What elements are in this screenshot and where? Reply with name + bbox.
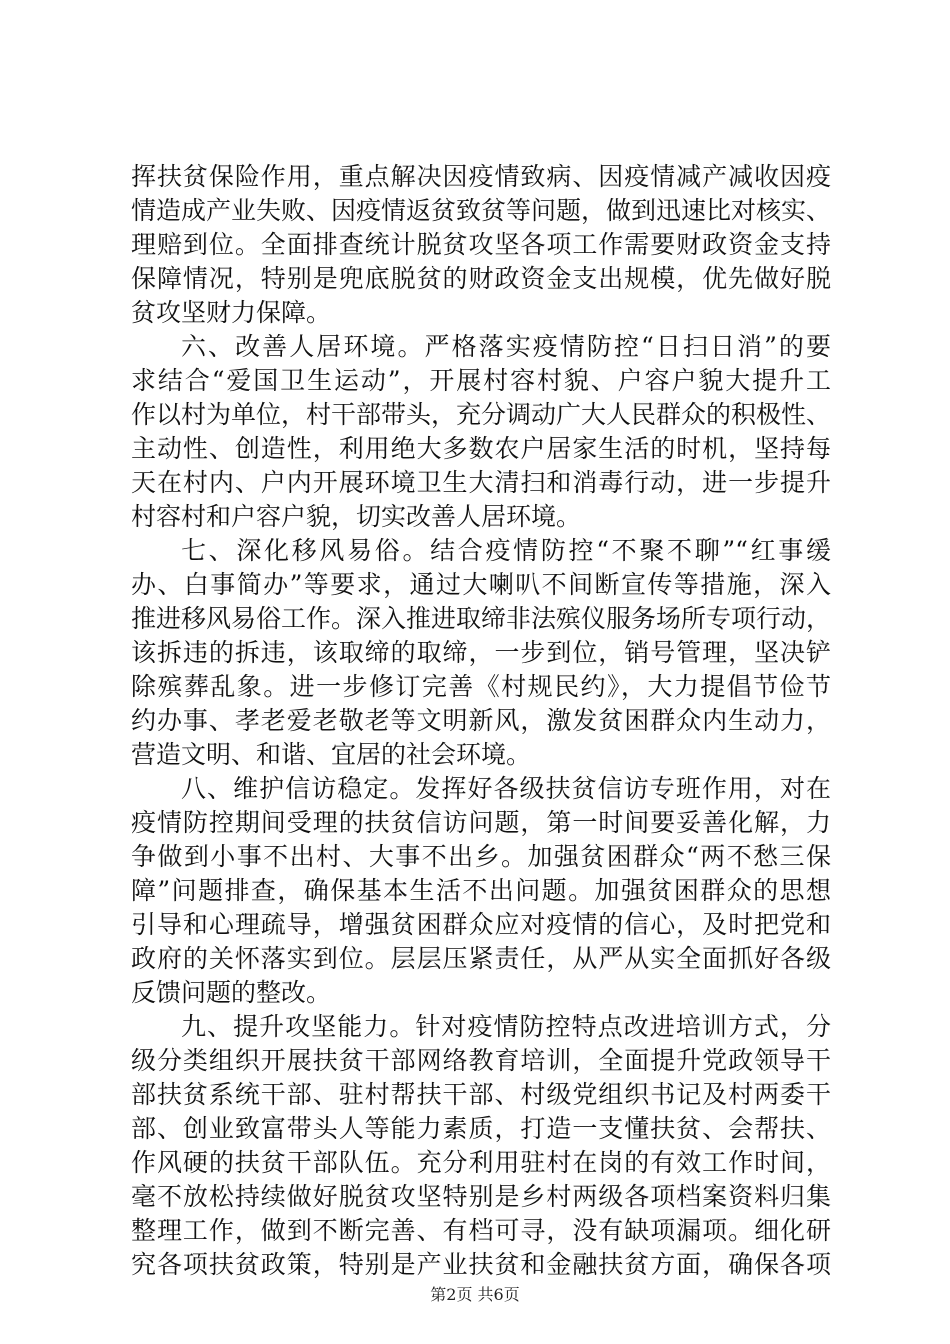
paragraph-six bbox=[131, 330, 831, 534]
text-line: 八、维护信访稳定。发挥好各级扶贫信访专班作用，对在 bbox=[181, 774, 831, 803]
text-line: 究各项扶贫政策，特别是产业扶贫和金融扶贫方面，确保各项 bbox=[131, 1250, 831, 1279]
text-line: 办、白事简办”等要求，通过大喇叭不间断宣传等措施，深入 bbox=[131, 570, 831, 599]
paragraph-seven bbox=[131, 534, 831, 772]
paragraph-nine bbox=[131, 1010, 831, 1282]
text-line: 九、提升攻坚能力。针对疫情防控特点改进培训方式，分 bbox=[181, 1012, 831, 1041]
text-line: 村容村和户容户貌，切实改善人居环境。 bbox=[131, 502, 582, 531]
text-line: 保障情况，特别是兜底脱贫的财政资金支出规模，优先做好脱 bbox=[131, 264, 831, 293]
text-line: 推进移风易俗工作。深入推进取缔非法殡仪服务场所专项行动， bbox=[131, 604, 832, 633]
text-line: 天在村内、户内开展环境卫生大清扫和消毒行动，进一步提升 bbox=[131, 468, 831, 497]
text-line: 障”问题排查，确保基本生活不出问题。加强贫困群众的思想 bbox=[131, 876, 831, 905]
text-line: 该拆违的拆违，该取缔的取缔，一步到位，销号管理，坚决铲 bbox=[131, 638, 831, 667]
text-line: 整理工作，做到不断完善、有档可寻，没有缺项漏项。细化研 bbox=[131, 1216, 831, 1245]
text-line: 挥扶贫保险作用，重点解决因疫情致病、因疫情减产减收因疫 bbox=[131, 162, 831, 191]
text-line: 毫不放松持续做好脱贫攻坚特别是乡村两级各项档案资料归集 bbox=[131, 1182, 831, 1211]
text-line: 理赔到位。全面排查统计脱贫攻坚各项工作需要财政资金支持 bbox=[131, 230, 831, 259]
text-line: 贫攻坚财力保障。 bbox=[131, 298, 332, 327]
text-line: 部扶贫系统干部、驻村帮扶干部、村级党组织书记及村两委干 bbox=[131, 1080, 831, 1109]
text-line: 部、创业致富带头人等能力素质，打造一支懂扶贫、会帮扶、 bbox=[131, 1114, 831, 1143]
text-line: 疫情防控期间受理的扶贫信访问题，第一时间要妥善化解，力 bbox=[131, 808, 831, 837]
paragraph-eight bbox=[131, 772, 831, 1010]
text-line: 六、改善人居环境。严格落实疫情防控“日扫日消”的要 bbox=[181, 332, 831, 361]
text-line: 情造成产业失败、因疫情返贫致贫等问题，做到迅速比对核实、 bbox=[131, 196, 832, 225]
paragraph-continued bbox=[131, 160, 831, 330]
text-line: 七、深化移风易俗。结合疫情防控“不聚不聊”“红事缓 bbox=[181, 536, 831, 565]
text-line: 主动性、创造性，利用绝大多数农户居家生活的时机，坚持每 bbox=[131, 434, 831, 463]
text-line: 反馈问题的整改。 bbox=[131, 978, 332, 1007]
text-line: 约办事、孝老爱老敬老等文明新风，激发贫困群众内生动力， bbox=[131, 706, 831, 735]
text-line: 引导和心理疏导，增强贫困群众应对疫情的信心，及时把党和 bbox=[131, 910, 831, 939]
text-line: 作以村为单位，村干部带头，充分调动广大人民群众的积极性、 bbox=[131, 400, 832, 429]
text-line: 求结合“爱国卫生运动”，开展村容村貌、户容户貌大提升工 bbox=[131, 366, 831, 395]
text-line: 营造文明、和谐、宜居的社会环境。 bbox=[131, 740, 532, 769]
text-line: 除殡葬乱象。进一步修订完善《村规民约》，大力提倡节俭节 bbox=[131, 672, 831, 701]
text-line: 争做到小事不出村、大事不出乡。加强贫困群众“两不愁三保 bbox=[131, 842, 831, 871]
text-line: 级分类组织开展扶贫干部网络教育培训，全面提升党政领导干 bbox=[131, 1046, 831, 1075]
text-line: 政府的关怀落实到位。层层压紧责任，从严从实全面抓好各级 bbox=[131, 944, 831, 973]
document-body bbox=[131, 160, 831, 1282]
page-number: 第2页 共6页 bbox=[430, 1285, 520, 1304]
text-line: 作风硬的扶贫干部队伍。充分利用驻村在岗的有效工作时间， bbox=[131, 1148, 831, 1177]
